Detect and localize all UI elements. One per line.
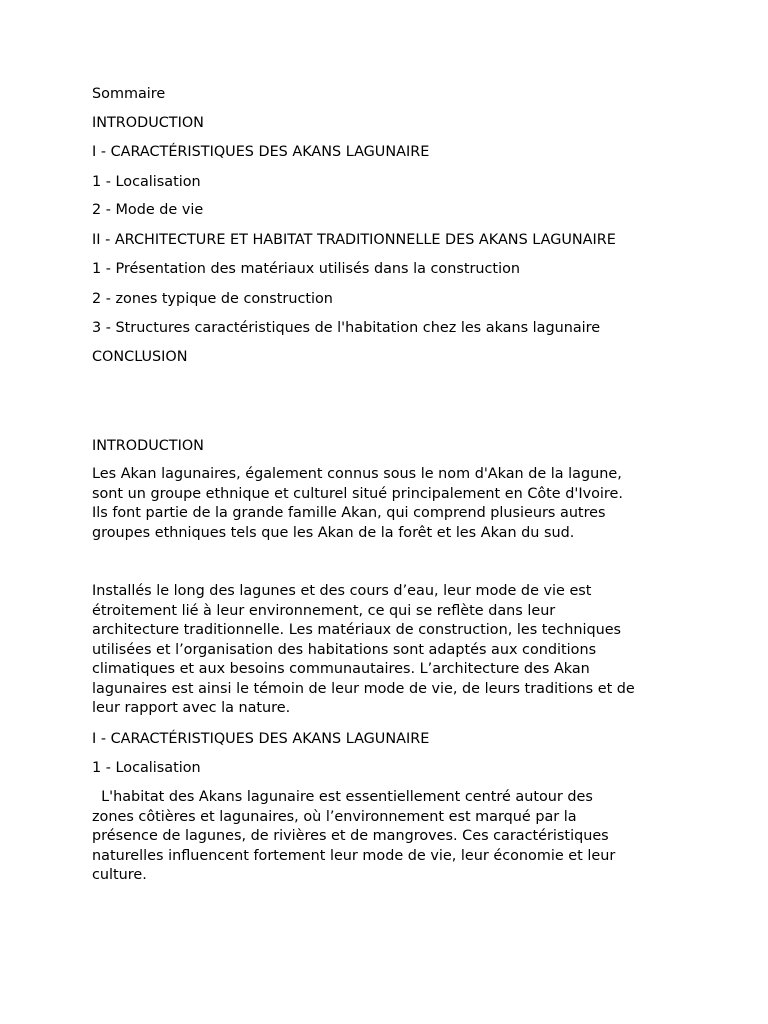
paragraph-line: zones côtières et lagunaires, où l’environnement est marqué par la [92, 808, 577, 825]
toc-item-localisation: 1 - Localisation [92, 174, 201, 190]
paragraph-line: utilisées et l’organisation des habitations sont adaptés aux conditions [92, 641, 597, 658]
introduction-paragraph-1 [92, 465, 692, 543]
toc-item-zones: 2 - zones typique de construction [92, 291, 333, 307]
toc-item-section-1: I - CARACTÉRISTIQUES DES AKANS LAGUNAIRE [92, 144, 430, 160]
paragraph-line: culture. [92, 867, 147, 883]
paragraph-line: naturelles influencent fortement leur mode de vie, leur économie et leur [92, 847, 616, 864]
toc-item-structures: 3 - Structures caractéristiques de l'habitation chez les akans lagunaire [92, 320, 601, 336]
section-1-heading: I - CARACTÉRISTIQUES DES AKANS LAGUNAIRE [92, 731, 430, 747]
paragraph-line: architecture traditionnelle. Les matériaux de construction, les techniques [92, 622, 622, 638]
paragraph-line: L'habitat des Akans lagunaire est essentiellement centré autour des [92, 789, 593, 805]
toc-item-conclusion: CONCLUSION [92, 349, 188, 365]
toc-item-mode-de-vie: 2 - Mode de vie [92, 202, 204, 218]
introduction-heading: INTRODUCTION [92, 438, 204, 454]
paragraph-line: groupes ethniques tels que les Akan de la forêt et les Akan du sud. [92, 524, 575, 541]
toc-item-section-2: II - ARCHITECTURE ET HABITAT TRADITIONNELLE DES AKANS LAGUNAIRE [92, 232, 616, 248]
toc-item-introduction: INTRODUCTION [92, 115, 204, 131]
paragraph-line: lagunaires est ainsi le témoin de leur mode de vie, de leurs traditions et de [92, 680, 635, 697]
toc-item-materiaux: 1 - Présentation des matériaux utilisés dans la construction [92, 261, 520, 277]
paragraph-line: climatiques et aux besoins communautaires. L’architecture des Akan [92, 661, 590, 677]
paragraph-line: Installés le long des lagunes et des cours d’eau, leur mode de vie est [92, 583, 592, 599]
localisation-subheading: 1 - Localisation [92, 760, 201, 776]
paragraph-line: sont un groupe ethnique et culturel situé principalement en Côte d'Ivoire. [92, 485, 623, 502]
paragraph-line: Ils font partie de la grande famille Akan, qui comprend plusieurs autres [92, 505, 606, 521]
introduction-paragraph-2 [92, 582, 692, 719]
paragraph-line: Les Akan lagunaires, également connus sous le nom d'Akan de la lagune, [92, 466, 622, 482]
localisation-paragraph [92, 788, 692, 886]
paragraph-line: présence de lagunes, de rivières et de mangroves. Ces caractéristiques [92, 828, 609, 844]
paragraph-line: étroitement lié à leur environnement, ce qui se reflète dans leur [92, 602, 556, 619]
paragraph-line: leur rapport avec la nature. [92, 700, 291, 716]
toc-title: Sommaire [92, 86, 166, 102]
